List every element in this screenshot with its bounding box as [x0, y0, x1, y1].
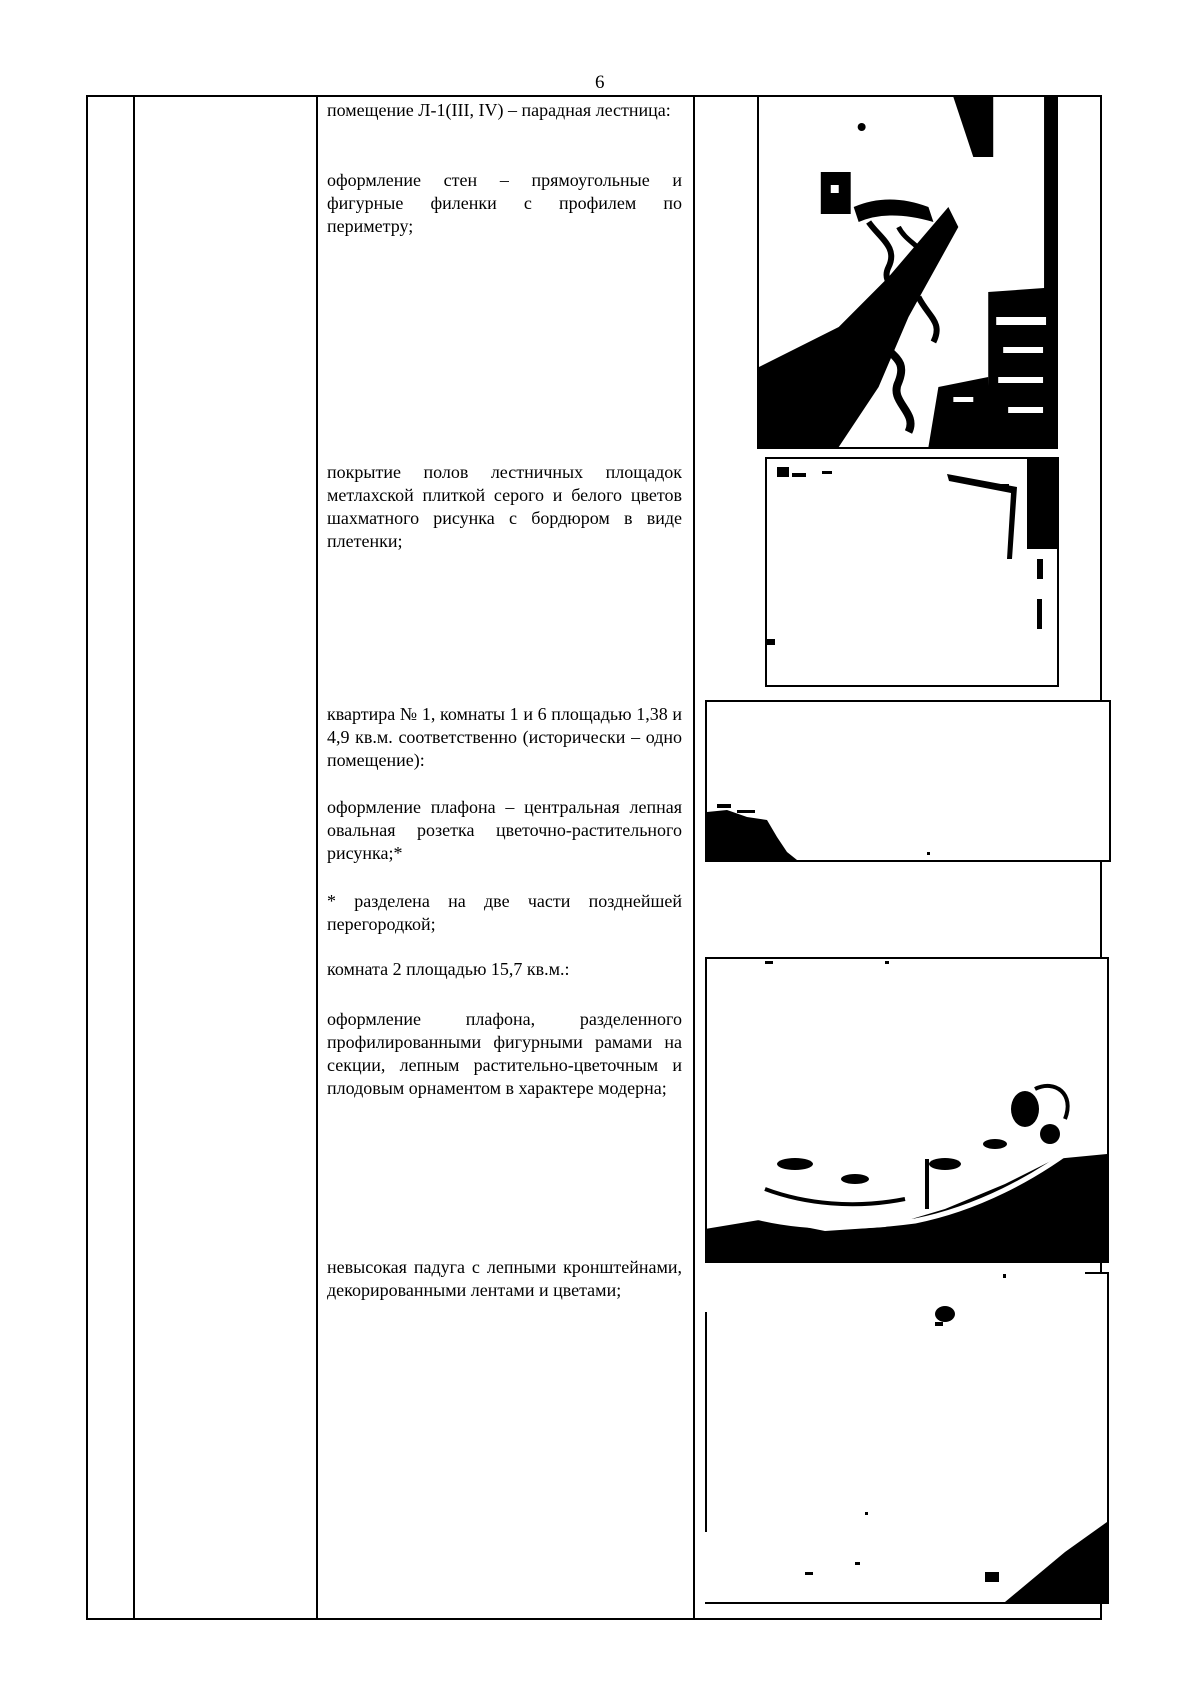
- entry-text: оформление плафона, разделенного профилированными фигурными рамами на секции, лепным растительно-цветочным и плодовым орнаментом в характере модерна;: [327, 1009, 682, 1098]
- table-column-border: [693, 95, 695, 1619]
- entry-ceiling-ornament: [327, 1008, 682, 1100]
- table-bottom-border: [86, 1618, 1102, 1620]
- entry-apartment: [327, 703, 682, 772]
- table-column-border: [86, 95, 88, 1619]
- entry-floor: [327, 461, 682, 553]
- ceiling-rosette-photo: [705, 700, 1111, 862]
- entry-text: комната 2 площадью 15,7 кв.м.:: [327, 959, 570, 979]
- entry-text: * разделена на две части позднейшей перегородкой;: [327, 891, 682, 934]
- table-column-border: [133, 95, 135, 1619]
- entry-text: помещение Л-1(III, IV) – парадная лестница:: [327, 100, 671, 120]
- staircase-photo: [757, 97, 1058, 449]
- entry-walls: [327, 169, 682, 238]
- floor-tile-photo: [765, 457, 1059, 687]
- entry-text: оформление стен – прямоугольные и фигурные филенки с профилем по периметру;: [327, 170, 682, 236]
- entry-cove: [327, 1256, 682, 1302]
- entry-text: покрытие полов лестничных площадок метлахской плиткой серого и белого цветов шахматного рисунка с бордюром в виде плетенки;: [327, 462, 682, 551]
- entry-text: оформление плафона – центральная лепная овальная розетка цветочно-растительного рисунка;*: [327, 797, 682, 863]
- entry-text: невысокая падуга с лепными кронштейнами, декорированными лентами и цветами;: [327, 1257, 682, 1300]
- table-column-border: [316, 95, 318, 1619]
- cove-brackets-photo: [705, 1272, 1109, 1604]
- ceiling-ornament-photo: [705, 957, 1109, 1263]
- entry-room-2: [327, 958, 682, 981]
- page-number: 6: [595, 72, 605, 93]
- entry-footnote: [327, 890, 682, 936]
- entry-ceiling-rosette: [327, 796, 682, 865]
- entry-staircase-title: [327, 99, 682, 122]
- entry-text: квартира № 1, комнаты 1 и 6 площадью 1,38 и 4,9 кв.м. соответственно (исторически – одно помещение):: [327, 704, 682, 770]
